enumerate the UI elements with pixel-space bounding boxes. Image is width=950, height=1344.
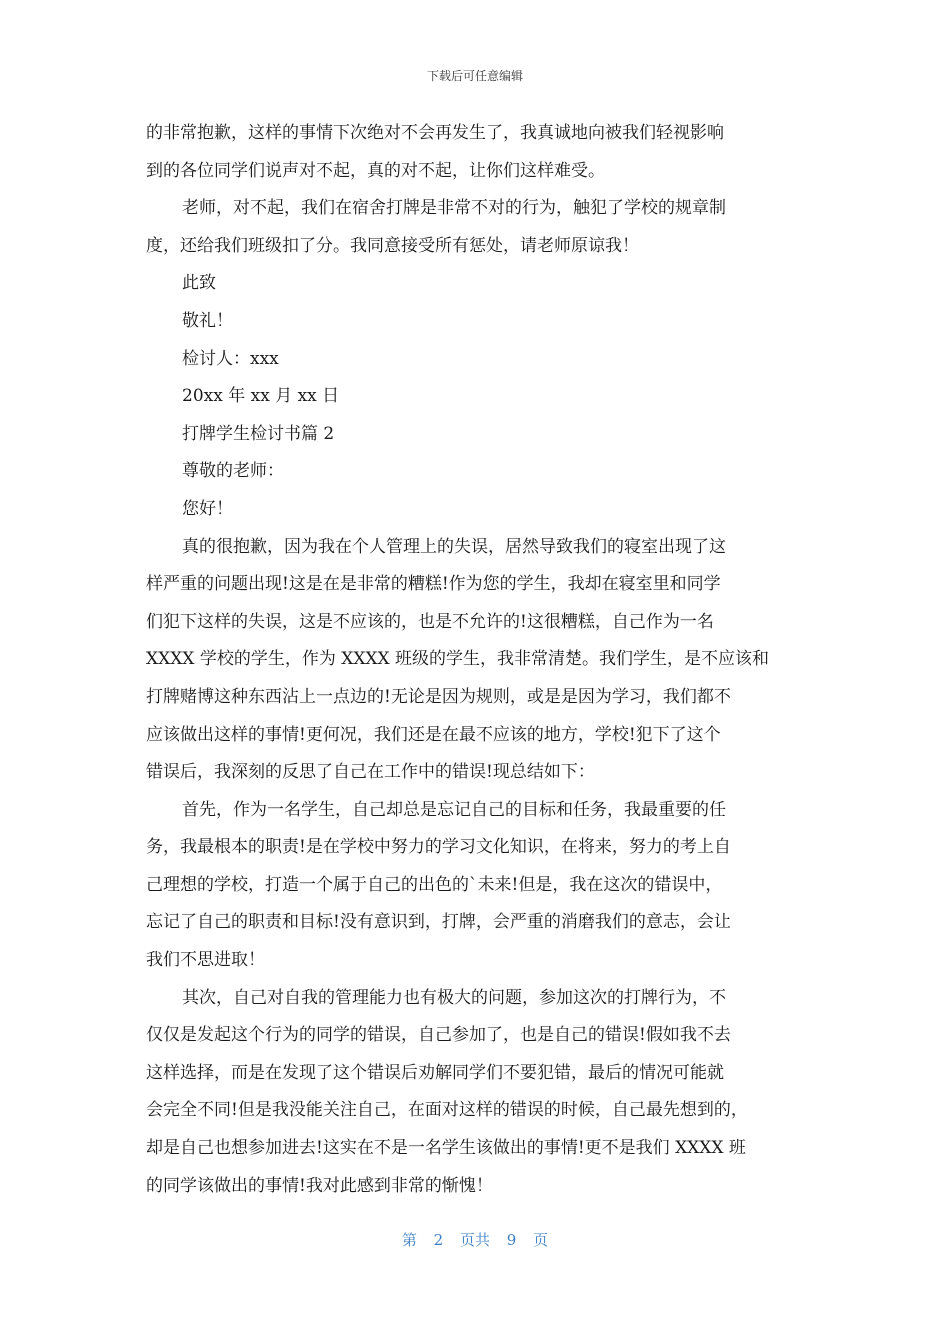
- text-line: 这样选择，而是在发现了这个错误后劝解同学们不要犯错，最后的情况可能就: [146, 1062, 724, 1083]
- text-line: 尊敬的老师：: [182, 461, 284, 482]
- text-line: 忘记了自己的职责和目标!没有意识到，打牌，会严重的消磨我们的意志，会让: [146, 912, 731, 933]
- text-line: 敬礼！: [182, 310, 233, 331]
- text-line: 的同学该做出的事情!我对此感到非常的惭愧！: [146, 1175, 493, 1196]
- text-line: 首先，作为一名学生，自己却总是忘记自己的目标和任务，我最重要的任: [182, 799, 726, 820]
- text-line: 己理想的学校，打造一个属于自己的出色的`未来!但是，我在这次的错误中，: [146, 874, 723, 895]
- text-line: 真的很抱歉，因为我在个人管理上的失误，居然导致我们的寝室出现了这: [182, 536, 726, 557]
- text-line: 务，我最根本的职责!是在学校中努力的学习文化知识，在将来，努力的考上自: [146, 837, 731, 858]
- text-line: 此致: [182, 273, 216, 294]
- document-body: [146, 115, 826, 1205]
- text-line: 打牌赌博这种东西沾上一点边的!无论是因为规则，或是是因为学习，我们都不: [146, 686, 731, 707]
- text-line: 应该做出这样的事情!更何况，我们还是在最不应该的地方，学校!犯下了这个: [146, 724, 721, 745]
- text-line: 的非常抱歉，这样的事情下次绝对不会再发生了，我真诚地向被我们轻视影响: [146, 123, 724, 143]
- text-line: 检讨人：xxx: [182, 348, 279, 369]
- footer-label-ye-gong: 页共: [459, 1231, 490, 1249]
- text-line: 错误后，我深刻的反思了自己在工作中的错误!现总结如下：: [146, 762, 595, 783]
- page-footer: [0, 1229, 950, 1250]
- text-line: 20xx 年 xx 月 xx 日: [182, 386, 340, 407]
- text-line: 会完全不同!但是我没能关注自己，在面对这样的错误的时候，自己最先想到的，: [146, 1100, 748, 1121]
- footer-label-di: 第: [401, 1231, 417, 1249]
- text-line: XXXX 学校的学生，作为 XXXX 班级的学生，我非常清楚。我们学生，是不应该和: [146, 649, 770, 670]
- text-line: 其次，自己对自我的管理能力也有极大的问题，参加这次的打牌行为，不: [182, 987, 726, 1008]
- text-line: 我们不思进取！: [146, 950, 265, 971]
- footer-total-pages: 9: [506, 1231, 517, 1249]
- text-line: 到的各位同学们说声对不起，真的对不起，让你们这样难受。: [146, 160, 605, 181]
- text-line: 样严重的问题出现!这是在是非常的糟糕!作为您的学生，我却在寝室里和同学: [146, 574, 721, 595]
- text-line: 度，还给我们班级扣了分。我同意接受所有惩处，请老师原谅我！: [146, 235, 639, 256]
- text-line: 老师，对不起，我们在宿舍打牌是非常不对的行为，触犯了学校的规章制: [182, 198, 726, 219]
- text-line: 您好！: [182, 498, 233, 519]
- footer-label-ye: 页: [533, 1231, 549, 1249]
- text-line: 仅仅是发起这个行为的同学的错误，自己参加了，也是自己的错误!假如我不去: [146, 1025, 731, 1046]
- text-line: 们犯下这样的失误，这是不应该的，也是不允许的!这很糟糕，自己作为一名: [146, 611, 714, 632]
- page-header: 下载后可任意编辑: [426, 69, 523, 83]
- footer-page-number: 2: [433, 1231, 444, 1249]
- text-line: 却是自己也想参加进去!这实在不是一名学生该做出的事情!更不是我们 XXXX 班: [146, 1138, 746, 1159]
- text-line: 打牌学生检讨书篇 2: [182, 423, 335, 444]
